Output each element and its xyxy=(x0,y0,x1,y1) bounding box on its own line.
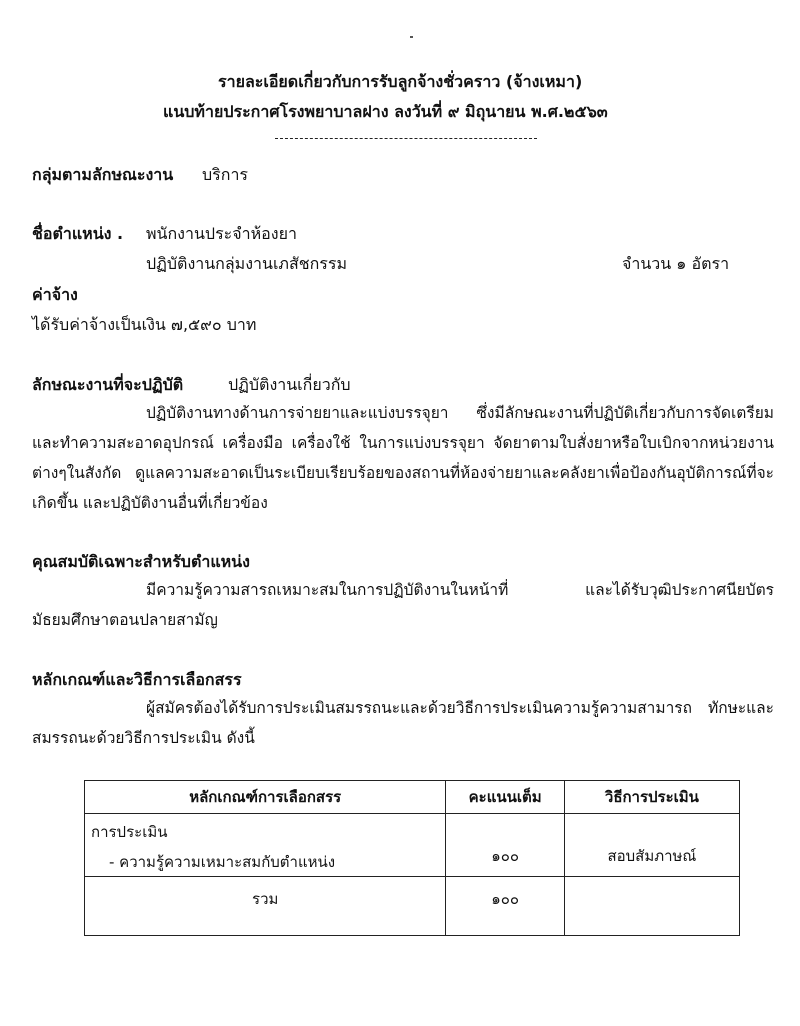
selection-label: หลักเกณฑ์และวิธีการเลือกสรร xyxy=(32,670,242,689)
cell-criterion xyxy=(85,814,446,877)
doc-title: รายละเอียดเกี่ยวกับการรับลูกจ้างชั่วคราว (จ้างเหมา) xyxy=(218,72,583,91)
qualifications-body-text: มีความรู้ความสารถเหมาะสมในการปฏิบัติงานในหน้าที่ และได้รับวุฒิประกาศนียบัตรมัธยมศึกษาตอนปลายสามัญ xyxy=(32,581,774,629)
position-count: จำนวน ๑ อัตรา xyxy=(622,254,730,273)
position-label: ชื่อตำแหน่ง . xyxy=(32,224,124,243)
criterion-item: - ความรู้ความเหมาะสมกับตำแหน่ง xyxy=(109,853,336,871)
header-score: คะแนนเต็ม xyxy=(446,781,564,814)
scan-speck xyxy=(410,36,413,38)
wage-text: ได้รับค่าจ้างเป็นเงิน ๗,๕๙๐ บาท xyxy=(32,315,257,334)
header-criterion: หลักเกณฑ์การเลือกสรร xyxy=(85,781,446,814)
method-value: สอบสัมภาษณ์ xyxy=(607,847,697,865)
title-divider xyxy=(275,138,537,139)
table-row-total xyxy=(85,877,740,936)
cell-total-label xyxy=(85,877,446,936)
qualifications-label: คุณสมบัติเฉพาะสำหรับตำแหน่ง xyxy=(32,552,250,571)
group-value: บริการ xyxy=(202,165,249,184)
doc-subtitle: แนบท้ายประกาศโรงพยาบาลฝาง ลงวันที่ ๙ มิถุนายน พ.ศ.๒๕๖๓ xyxy=(163,102,608,121)
selection-body xyxy=(32,693,774,753)
total-label: รวม xyxy=(252,890,279,908)
qualifications-body xyxy=(32,575,774,635)
duties-body-text: ปฏิบัติงานทางด้านการจ่ายยาและแบ่งบรรจุยา ซึ่งมีลักษณะงานที่ปฏิบัติเกี่ยวกับการจัดเตรียมและทำความสะอาดอุปกรณ์ เครื่องมือ เครื่องใช้ ในการแบ่งบรรจุยา จัดยาตามใบสั่งยาหรือใบเบิกจากหน่วยงานต่างๆในสังกัด ดูแลความสะอาดเป็นระเบียบเรียบร้อยของสถานที่ห้องจ่ายยาและคลังยาเพื่อป้องกันอุบัติการณ์ที่จะเกิดขึ้น และปฏิบัติงานอื่นที่เกี่ยวข้อง xyxy=(32,404,774,512)
duties-body xyxy=(32,398,774,518)
position-title: พนักงานประจำห้องยา xyxy=(146,224,297,243)
total-score: ๑๐๐ xyxy=(491,890,520,908)
score-value: ๑๐๐ xyxy=(491,847,520,865)
selection-body-text: ผู้สมัครต้องได้รับการประเมินสมรรถนะและด้วยวิธีการประเมินความรู้ความสามารถ ทักษะและสมรรถนะด้วยวิธีการประเมิน ดังนี้ xyxy=(32,699,774,747)
table-header-row xyxy=(85,781,740,814)
duties-label-suffix: ปฏิบัติงานเกี่ยวกับ xyxy=(228,375,351,394)
table-row xyxy=(85,814,740,877)
header-method: วิธีการประเมิน xyxy=(564,781,739,814)
criterion-label: การประเมิน xyxy=(91,823,168,841)
duties-label: ลักษณะงานที่จะปฏิบัติ xyxy=(32,375,184,394)
group-label: กลุ่มตามลักษณะงาน xyxy=(32,165,174,184)
criteria-table xyxy=(84,780,740,936)
total-method xyxy=(571,877,733,887)
cell-total-method xyxy=(564,877,739,936)
cell-total-score xyxy=(446,877,564,936)
cell-score xyxy=(446,814,564,877)
position-department: ปฏิบัติงานกลุ่มงานเภสัชกรรม xyxy=(146,254,348,273)
cell-method xyxy=(564,814,739,877)
wage-label: ค่าจ้าง xyxy=(32,285,78,304)
